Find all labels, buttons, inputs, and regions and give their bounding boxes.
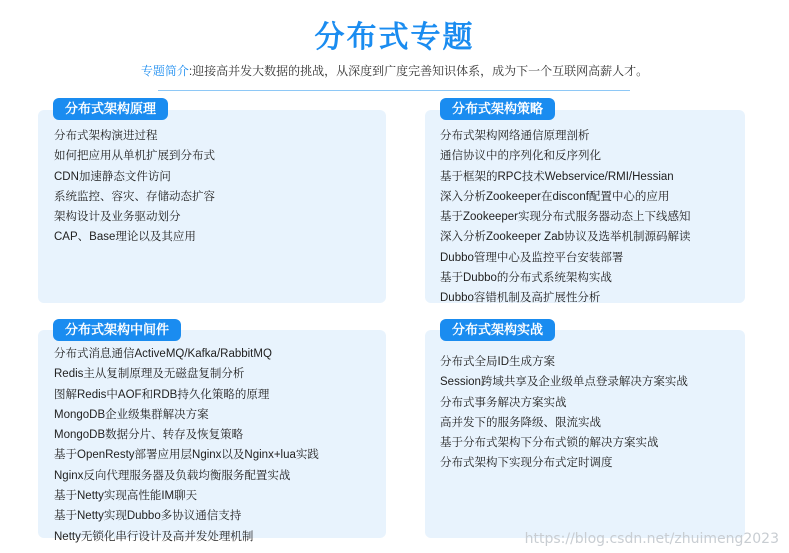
list-item: 分布式架构演进过程	[54, 130, 158, 142]
list-item: CDN加速静态文件访问	[54, 170, 171, 183]
section-tag-practice: 分布式架构实战	[440, 319, 555, 341]
intro-text: :迎接高并发大数据的挑战，从深度到广度完善知识体系，成为下一个互联网高薪人才。	[188, 64, 649, 78]
list-item: MongoDB企业级集群解决方案	[54, 408, 209, 421]
intro-label: 专题简介	[140, 64, 189, 78]
list-item: 基于分布式架构下分布式锁的解决方案实战	[440, 437, 659, 450]
list-item: Nginx反向代理服务器及负载均衡服务配置实战	[54, 469, 291, 482]
section-tag-strategy: 分布式架构策略	[440, 98, 555, 120]
list-item: 如何把应用从单机扩展到分布式	[54, 150, 215, 163]
watermark: https://blog.csdn.net/zhuimeng2023	[524, 531, 779, 547]
list-item: Session跨域共享及企业级单点登录解决方案实战	[440, 376, 688, 389]
list-item: MongoDB数据分片、转存及恢复策略	[54, 429, 244, 442]
list-item: Dubbo容错机制及高扩展性分析	[440, 292, 601, 305]
divider	[158, 90, 630, 91]
list-item: 系统监控、容灾、存储动态扩容	[54, 190, 215, 203]
list-item: 架构设计及业务驱动划分	[54, 211, 181, 224]
list-item: 基于框架的RPC技术Webservice/RMI/Hessian	[440, 170, 674, 183]
section-tag-middleware: 分布式架构中间件	[53, 319, 181, 341]
list-item: 高并发下的服务降级、限流实战	[440, 416, 601, 429]
list-item: 基于Zookeeper实现分布式服务器动态上下线感知	[440, 211, 691, 224]
intro-line	[0, 62, 789, 79]
list-item: Dubbo管理中心及监控平台安装部署	[440, 251, 624, 264]
section-list-principles	[54, 126, 215, 248]
list-item: 基于Dubbo的分布式系统架构实战	[440, 272, 612, 285]
page-title: 分布式专题	[314, 21, 475, 54]
list-item: 基于Netty实现Dubbo多协议通信支持	[54, 510, 242, 523]
list-item: 通信协议中的序列化和反序列化	[440, 150, 601, 163]
list-item: 分布式架构下实现分布式定时调度	[440, 457, 613, 470]
list-item: Netty无锁化串行设计及高并发处理机制	[54, 530, 254, 543]
list-item: 图解Redis中AOF和RDB持久化策略的原理	[54, 388, 270, 401]
list-item: 分布式事务解决方案实战	[440, 396, 567, 409]
section-tag-principles: 分布式架构原理	[53, 98, 168, 120]
list-item: CAP、Base理论以及其应用	[54, 231, 196, 244]
list-item: 分布式消息通信ActiveMQ/Kafka/RabbitMQ	[54, 348, 272, 360]
list-item: Redis主从复制原理及无磁盘复制分析	[54, 368, 245, 381]
section-list-middleware	[54, 344, 319, 547]
section-list-strategy	[440, 126, 691, 309]
list-item: 深入分析Zookeeper在disconf配置中心的应用	[440, 190, 670, 203]
list-item: 深入分析Zookeeper Zab协议及选举机制源码解读	[440, 231, 691, 244]
list-item: 基于Netty实现高性能IM聊天	[54, 490, 198, 503]
list-item: 基于OpenResty部署应用层Nginx以及Nginx+lua实践	[54, 449, 319, 462]
list-item: 分布式全局ID生成方案	[440, 356, 555, 368]
list-item: 分布式架构网络通信原理剖析	[440, 130, 590, 142]
section-list-practice	[440, 352, 688, 474]
